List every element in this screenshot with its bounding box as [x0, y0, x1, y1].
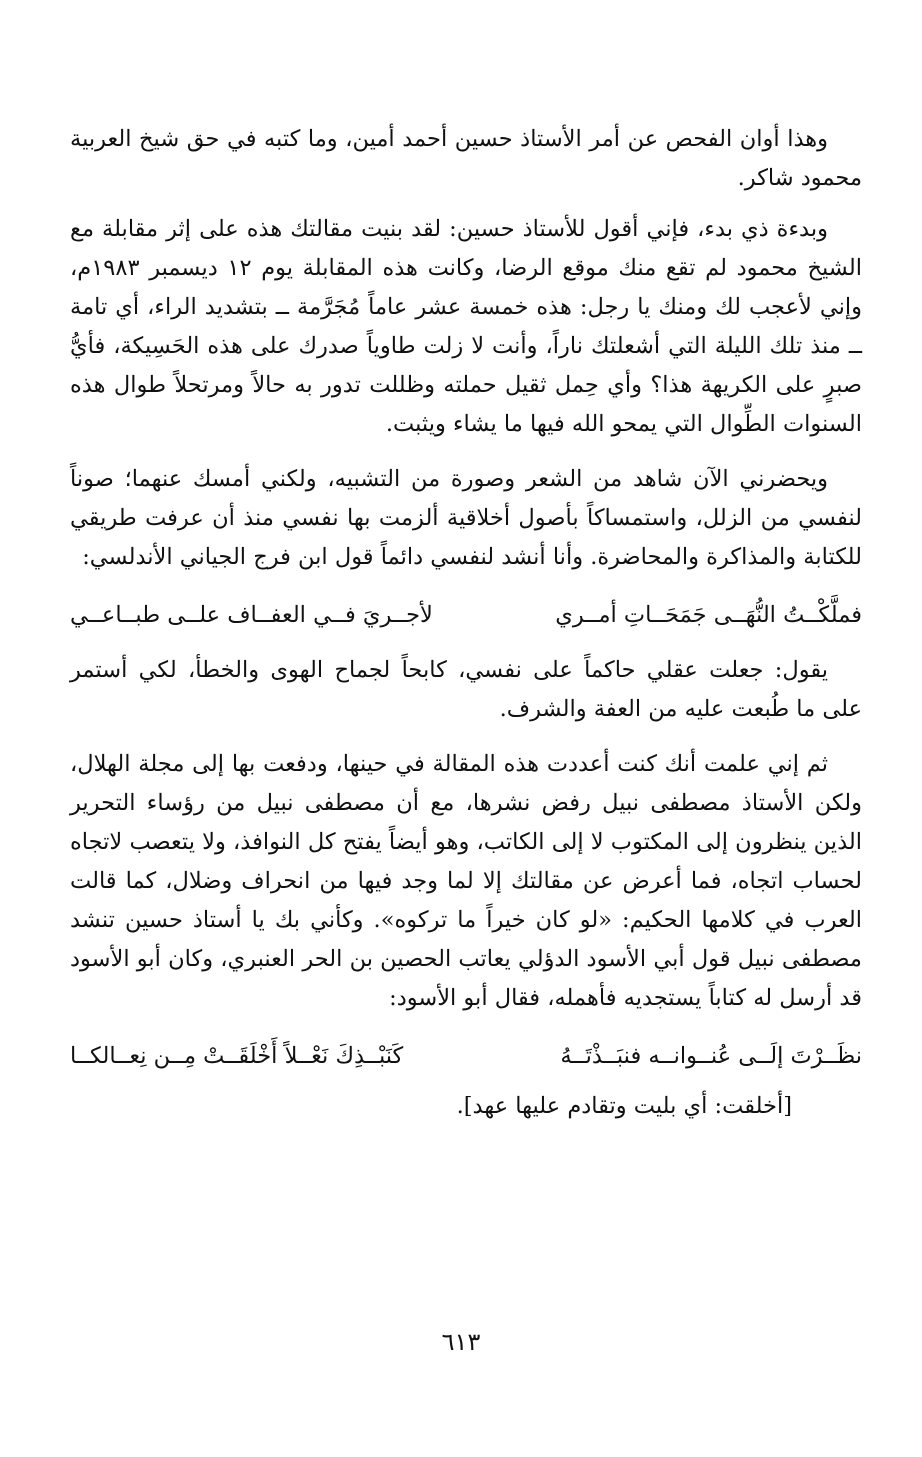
paragraph-hilal-magazine: ثم إني علمت أنك كنت أعددت هذه المقالة في حينها، ودفعت بها إلى مجلة الهلال، ولكن الأستاذ مصطفى نبيل رفض نشرها، مع أن مصطفى نبيل من رؤساء التحرير الذين ينظرون إلى المكتوب لا إلى الكاتب، وهو أيضاً يفتح كل النوافذ، ولا يتعصب لاتجاه لحساب اتجاه، فما أعرض عن مقالتك إلا لما وجد فيها من انحراف وضلال، كما قالت العرب في كلامها الحكيم: «لو كان خيراً ما تركوه». وكأني بك يا أستاذ حسين تنشد مصطفى نبيل قول أبي الأسود الدؤلي يعاتب الحصين بن الحر العنبري، وكان أبو الأسود قد أرسل له كتاباً يستجديه فأهمله، فقال أبو الأسود:: [70, 751, 862, 1011]
footnote-definition: [أخلقت: أي بليت وتقادم عليها عهد].: [456, 1093, 792, 1119]
verse-first-hemistich: نظَــرْتَ إلَــى عُنــوانــه فنبَــذْتَــهُ: [560, 1043, 862, 1069]
verse-first-hemistich: فملَّكْــتُ النُّهَــى جَمَحَــاتِ أمــري: [555, 602, 862, 628]
verse-second-hemistich: لأجــريَ فــي العفــاف علــى طبــاعــي: [70, 602, 433, 628]
page-number: ٦١٣: [441, 1328, 481, 1356]
verse-abu-al-aswad: [70, 1036, 862, 1076]
paragraph-intro: وهذا أوان الفحص عن أمر الأستاذ حسين أحمد أمين، وما كتبه في حق شيخ العربية محمود شاكر.: [70, 126, 862, 191]
paragraph-interview: وبدءة ذي بدء، فإني أقول للأستاذ حسين: لقد بنيت مقالتك هذه على إثر مقابلة مع الشيخ محمود لم تقع منك موقع الرضا، وكانت هذه المقابلة يوم ١٢ ديسمبر ١٩٨٣م، وإني لأعجب لك ومنك يا رجل: هذه خمسة عشر عاماً مُجَرَّمة ــ بتشديد الراء، أي تامة ــ منذ تلك الليلة التي أشعلتك ناراً، وأنت لا زلت طاوياً صدرك على هذه الحَسِيكة، فأيُّ صبرٍ على الكريهة هذا؟ وأي حِمل ثقيل حملته وظللت تدور به حالاً ومرتحلاً طوال هذه السنوات الطِّوال التي يمحو الله فيها ما يشاء ويثبت.: [70, 216, 862, 437]
paragraph-verse-explanation: يقول: جعلت عقلي حاكماً على نفسي، كابحاً لجماح الهوى والخطأ، لكي أستمر على ما طُبعت عليه من العفة والشرف.: [70, 657, 862, 722]
paragraph-poetry-intro: ويحضرني الآن شاهد من الشعر وصورة من التشبيه، ولكني أمسك عنهما؛ صوناً لنفسي من الزلل، واستمساكاً بأصول أخلاقية ألزمت بها نفسي منذ أن عرفت طريقي للكتابة والمذاكرة والمحاضرة. وأنا أنشد لنفسي دائماً قول ابن فرج الجياني الأندلسي:: [70, 466, 862, 570]
verse-second-hemistich: كَنَبْــذِكَ نَعْــلاً أَخْلَقَــتْ مِــن نِعــالكــا: [70, 1043, 404, 1069]
verse-ibn-faraj: [70, 595, 862, 635]
